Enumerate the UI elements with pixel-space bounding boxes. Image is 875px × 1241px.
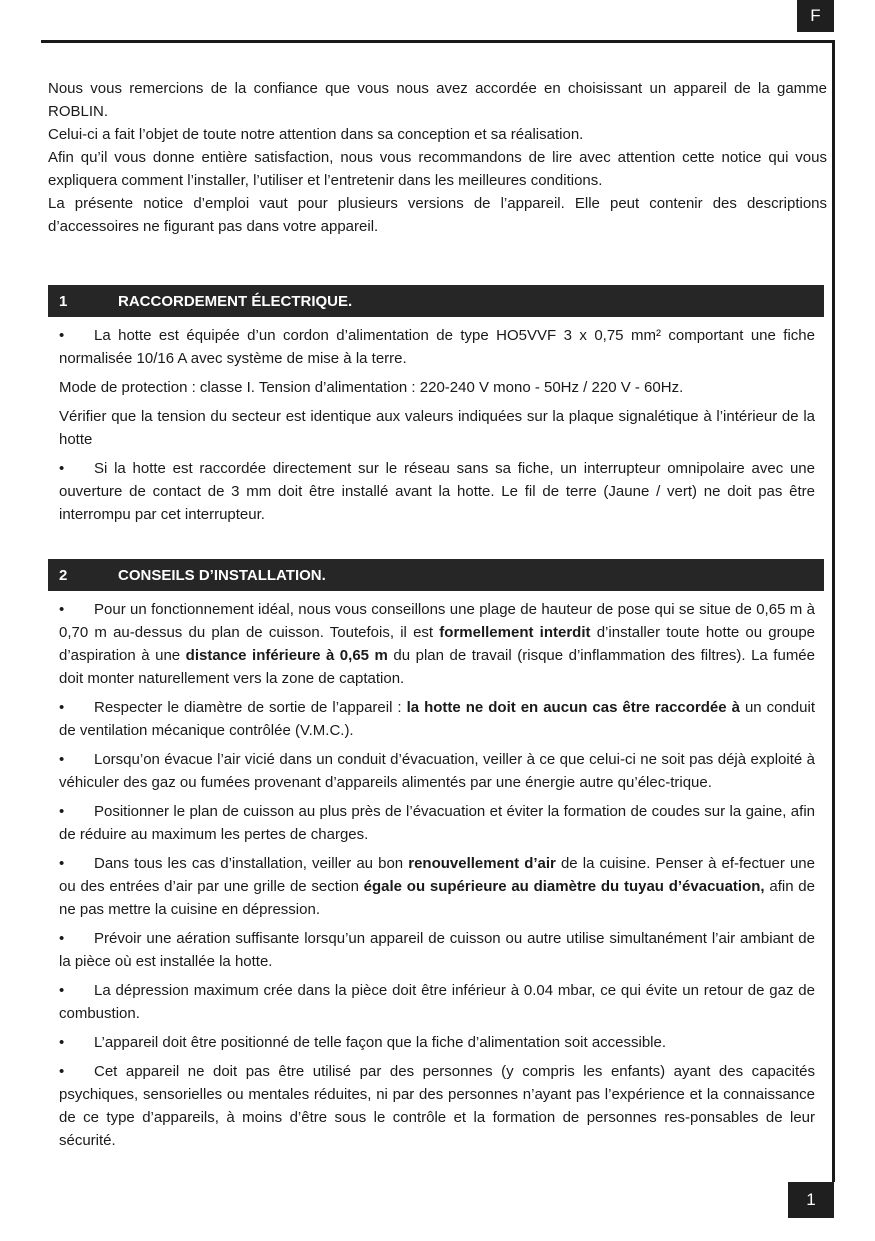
section-2-header xyxy=(48,559,824,591)
section-1-header xyxy=(48,285,824,317)
item-text: Positionner le plan de cuisson au plus près de l’évacuation et éviter la formation de coudes sur la gaine, afin de réduire au maximum les pertes de charges. xyxy=(59,803,815,843)
intro-paragraph: La présente notice d’emploi vaut pour plusieurs versions de l’appareil. Elle peut contenir des descriptions d’accessoires ne figurant pas dans votre appareil. xyxy=(48,195,827,235)
list-item xyxy=(59,324,815,370)
item-text: La dépression maximum crée dans la pièce doit être inférieur à 0.04 mbar, ce qui évite un retour de gaz de combustion. xyxy=(59,982,815,1022)
intro-text xyxy=(48,77,827,238)
bullet: • xyxy=(59,982,65,999)
intro-paragraph: Afin qu’il vous donne entière satisfaction, nous vous recommandons de lire avec attention cette notice qui vous expliquera comment l’installer, l’utiliser et l’entretenir dans les meilleures conditions. xyxy=(48,149,827,189)
item-text: Cet appareil ne doit pas être utilisé par des personnes (y compris les enfants) ayant des capacités psychiques, sensorielles ou mentales réduites, ni par des personnes n’ayant pas l’expérience et la connaissance de ce type d’appareils, à moins d’être sous le contrôle et la formation de personnes res-ponsables de leur sécurité. xyxy=(59,1063,815,1149)
item-text: de la cuisine. Penser à ef-fectuer une ou des entrées d’air par une grille de section xyxy=(59,855,815,895)
item-text: Pour un fonctionnement idéal, nous vous conseillons une plage de hauteur de pose qui se situe de 0,65 m à 0,70 m au-dessus du plan de cuisson. Toutefois, il est xyxy=(59,601,815,641)
item-text: Dans tous les cas d’installation, veiller au bon xyxy=(94,855,409,872)
list-item xyxy=(59,852,815,921)
intro-paragraph: Nous vous remercions de la confiance que vous nous avez accordée en choisissant un appareil de la gamme ROBLIN. xyxy=(48,80,827,120)
item-text: Respecter le diamètre de sortie de l’appareil : xyxy=(94,699,407,716)
bullet: • xyxy=(59,327,65,344)
paragraph: Mode de protection : classe I. Tension d’alimentation : 220-240 V mono - 50Hz / 220 V - 60Hz. xyxy=(59,379,684,396)
section-2-number: 2 xyxy=(59,566,68,584)
item-bold-text: distance inférieure à 0,65 m xyxy=(185,647,388,664)
list-item xyxy=(59,979,815,1025)
item-text: du plan de travail (risque d’inflammation des filtres). La fumée doit monter naturellement vers la zone de captation. xyxy=(59,647,815,687)
item-bold-text: la hotte ne doit en aucun cas être raccordée à xyxy=(406,699,740,716)
paragraph: Vérifier que la tension du secteur est identique aux valeurs indiquées sur la plaque signalétique à l’intérieur de la hotte xyxy=(59,408,815,448)
intro-paragraph: Celui-ci a fait l’objet de toute notre attention dans sa conception et sa réalisation. xyxy=(48,126,584,143)
item-text: Lorsqu’on évacue l’air vicié dans un conduit d’évacuation, veiller à ce que celui-ci ne soit pas déjà exploité à véhiculer des gaz ou fumées provenant d’appareils alimentés par une énergie autre qu’élec-trique. xyxy=(59,751,815,791)
list-item xyxy=(59,748,815,794)
list-item xyxy=(59,696,815,742)
section-1-title: RACCORDEMENT ÉLECTRIQUE. xyxy=(118,292,353,310)
bullet: • xyxy=(59,1063,65,1080)
bullet: • xyxy=(59,855,65,872)
bullet: • xyxy=(59,699,65,716)
item-bold-text: égale ou supérieure au diamètre du tuyau d’évacuation, xyxy=(363,878,765,895)
list-item xyxy=(59,800,815,846)
section-1-number: 1 xyxy=(59,292,68,310)
list-item xyxy=(59,1031,815,1054)
list-item xyxy=(59,1060,815,1152)
item-bold-text: renouvellement d’air xyxy=(408,855,556,872)
item-bold-text: formellement interdit xyxy=(439,624,591,641)
item-text: Prévoir une aération suffisante lorsqu’un appareil de cuisson ou autre utilise simultanément l’air ambiant de la pièce où est installée la hotte. xyxy=(59,930,815,970)
item-text: L’appareil doit être positionné de telle façon que la fiche d’alimentation soit accessible. xyxy=(94,1034,667,1051)
list-item xyxy=(59,598,815,690)
top-rule xyxy=(41,40,835,43)
bullet: • xyxy=(59,601,65,618)
bullet: • xyxy=(59,1034,65,1051)
item-text: d’installer toute hotte ou groupe d’aspiration à une xyxy=(59,624,816,664)
bullet: • xyxy=(59,803,65,820)
section-1-body xyxy=(59,324,815,532)
section-2-title: CONSEILS D’INSTALLATION. xyxy=(118,566,326,584)
list-item xyxy=(59,457,815,526)
item-text: afin de ne pas mettre la cuisine en dépression. xyxy=(59,878,815,918)
item-text: Si la hotte est raccordée directement sur le réseau sans sa fiche, un interrupteur omnipolaire avec une ouverture de contact de 3 mm doit être installé avant la hotte. Le fil de terre (Jaune / vert) ne doit pas être interrompu par cet interrupteur. xyxy=(59,460,815,523)
item-text: La hotte est équipée d’un cordon d’alimentation de type HO5VVF 3 x 0,75 mm² comportant une fiche normalisée 10/16 A avec système de mise à la terre. xyxy=(59,327,815,367)
right-rule xyxy=(832,40,835,1182)
bullet: • xyxy=(59,751,65,768)
section-2-body xyxy=(59,598,815,1158)
item-text: un conduit de ventilation mécanique contrôlée (V.M.C.). xyxy=(59,699,815,739)
language-tab: F xyxy=(797,0,834,32)
list-item xyxy=(59,927,815,973)
bullet: • xyxy=(59,460,65,477)
page-number: 1 xyxy=(788,1182,834,1218)
bullet: • xyxy=(59,930,65,947)
